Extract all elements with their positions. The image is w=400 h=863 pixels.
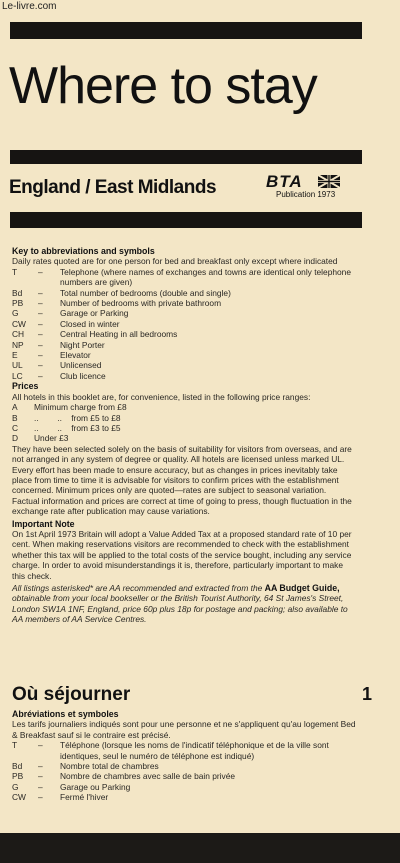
abbreviation-code: NP [12, 339, 24, 350]
abbreviation-dash: – [38, 329, 43, 340]
price-range-code: A [12, 402, 18, 413]
union-flag-icon [318, 175, 340, 188]
abbreviation-code: CW [12, 792, 26, 803]
french-abbreviation-row [12, 761, 358, 771]
top-bar [10, 22, 362, 39]
price-range-row [12, 413, 358, 423]
abbreviation-dash: – [38, 761, 43, 772]
price-range-code: D [12, 433, 19, 444]
publication-year: Publication 1973 [276, 190, 336, 199]
french-abbreviation-row [12, 771, 358, 781]
abbreviation-text: Closed in winter [60, 318, 120, 329]
abbreviation-code: CW [12, 318, 26, 329]
french-abbreviation-row [12, 792, 358, 802]
abbreviation-dash: – [38, 740, 43, 751]
region-heading: England / East Midlands [9, 177, 217, 198]
abbreviation-code: Bd [12, 761, 23, 772]
abbreviation-dash: – [38, 360, 43, 371]
abbreviation-dash: – [38, 266, 43, 277]
important-note-text: On 1st April 1973 Britain will adopt a Value Added Tax at a proposed standard rate of 10 per cent. When making reservations visitors are recommended to check with the establishment whether this tax will be applied to the total costs of the service bought, including any service charge. In order to avoid misunderstandings it is, therefore, particularly important to make this check. [12, 528, 352, 581]
abbreviation-text: Telephone (where names of exchanges and towns are identical only telephone numbers are given) [60, 266, 351, 288]
abbreviation-code: CH [12, 329, 25, 340]
abbreviation-dash: – [38, 792, 43, 803]
prices-paragraph-selection: They have been selected solely on the basis of suitability for visitors from overseas, and are not arranged in any system of degree or quality. All hotels are licensed unless marked UL. [12, 443, 352, 465]
abbreviation-code: LC [12, 370, 23, 381]
key-heading: Key to abbreviations and symbols [12, 246, 155, 256]
prices-paragraph-accuracy: Every effort has been made to ensure accuracy, but as changes in prices inevitably take place from time to time it is advisable for visitors to confirm prices with the establishment concerned. Minimum prices only are quoted—rates are subject to seasonal variation. [12, 464, 339, 496]
abbreviation-code: T [12, 740, 18, 751]
page-title: Where to stay [9, 57, 317, 115]
aa-listing-note [12, 583, 358, 625]
abbreviation-row [12, 329, 358, 339]
abbreviation-code: Bd [12, 287, 23, 298]
important-note-heading: Important Note [12, 518, 75, 529]
abbreviation-text: Unlicensed [60, 360, 102, 371]
abbreviation-dash: – [38, 339, 43, 350]
abbreviation-row [12, 350, 358, 360]
price-range-code: C [12, 422, 19, 433]
price-range-code: B [12, 412, 18, 423]
french-abbreviation-row [12, 782, 358, 792]
abbreviation-row [12, 319, 358, 329]
abbreviation-text: Elevator [60, 350, 91, 361]
abbreviation-dash: – [38, 771, 43, 782]
abbreviation-text: Number of bedrooms with private bathroom [60, 298, 222, 309]
prices-intro: All hotels in this booklet are, for convenience, listed in the following price ranges: [12, 391, 311, 402]
bta-logo [266, 172, 342, 199]
page-number: 1 [362, 684, 373, 704]
bottom-edge [0, 833, 400, 863]
abbreviation-text: Total number of bedrooms (double and single) [60, 287, 231, 298]
abbreviation-text: Central Heating in all bedrooms [60, 329, 178, 340]
price-range-text: Minimum charge from £8 [34, 402, 127, 413]
aa-guide-title: AA Budget Guide, [264, 583, 340, 593]
french-abbreviation-row [12, 740, 358, 761]
abbreviation-code: E [12, 350, 18, 361]
title-divider-bar [10, 150, 362, 164]
english-section [12, 246, 358, 625]
abbreviation-text: Nombre de chambres avec salle de bain privée [60, 771, 236, 782]
price-range-row [12, 423, 358, 433]
french-key-heading: Abréviations et symboles [12, 709, 119, 719]
abbreviation-dash: – [38, 318, 43, 329]
abbreviation-row [12, 308, 358, 318]
abbreviation-text: Nombre total de chambres [60, 761, 159, 772]
price-range-text: .. .. from £5 to £8 [34, 412, 121, 423]
french-section [12, 709, 358, 803]
abbreviation-dash: – [38, 287, 43, 298]
price-range-row [12, 433, 358, 443]
price-range-row [12, 402, 358, 412]
abbreviation-code: G [12, 781, 19, 792]
abbreviation-dash: – [38, 781, 43, 792]
abbreviation-row [12, 371, 358, 381]
abbreviation-text: Garage ou Parking [60, 781, 131, 792]
abbreviation-text: Night Porter [60, 339, 105, 350]
bta-logo-mark: BTA [266, 172, 303, 191]
abbreviation-dash: – [38, 298, 43, 309]
aa-guide-details: obtainable from your local bookseller or the British Tourist Authority, 64 St James's Street, London SW1A 1NF, England, price 60p plus 18p for postage and packing; also available to AA members of AA Service Centres. [12, 593, 348, 625]
abbreviation-row [12, 267, 358, 288]
abbreviation-text: Téléphone (lorsque les noms de l'indicatif téléphonique et de la ville sont identiques, seul le numéro de téléphone est indiqué) [60, 740, 329, 761]
abbreviation-text: Garage or Parking [60, 308, 129, 319]
abbreviation-code: PB [12, 298, 24, 309]
abbreviation-row [12, 288, 358, 298]
prices-heading: Prices [12, 381, 39, 392]
abbreviation-text: Fermé l'hiver [60, 792, 109, 803]
abbreviation-code: PB [12, 771, 24, 782]
aa-listing-lead: All listings asterisked* are AA recommended and extracted from the [12, 583, 263, 593]
abbreviation-list [12, 267, 358, 381]
price-range-text: Under £3 [34, 433, 69, 444]
abbreviation-row [12, 340, 358, 350]
price-range-list [12, 402, 358, 444]
abbreviation-code: T [12, 266, 18, 277]
watermark: Le-livre.com [2, 1, 57, 12]
french-key-intro: Les tarifs journaliers indiqués sont pour une personne et ne s'appliquent qu'au logement Bed & Breakfast sauf si le contraire est précisé. [12, 719, 356, 740]
key-intro: Daily rates quoted are for one person for bed and breakfast only except where indicated [12, 256, 338, 267]
region-divider-bar [10, 212, 362, 228]
abbreviation-row [12, 360, 358, 370]
french-abbreviation-list [12, 740, 358, 802]
abbreviation-row [12, 298, 358, 308]
abbreviation-dash: – [38, 308, 43, 319]
prices-paragraph-factual: Factual information and prices are correct at time of going to press, though fluctuation in the exchange rate after publication may cause variations. [12, 495, 352, 517]
abbreviation-code: UL [12, 360, 23, 371]
abbreviation-dash: – [38, 370, 43, 381]
price-range-text: .. .. from £3 to £5 [34, 422, 121, 433]
abbreviation-dash: – [38, 350, 43, 361]
french-title: Où séjourner [12, 684, 131, 705]
abbreviation-code: G [12, 308, 19, 319]
abbreviation-text: Club licence [60, 370, 106, 381]
